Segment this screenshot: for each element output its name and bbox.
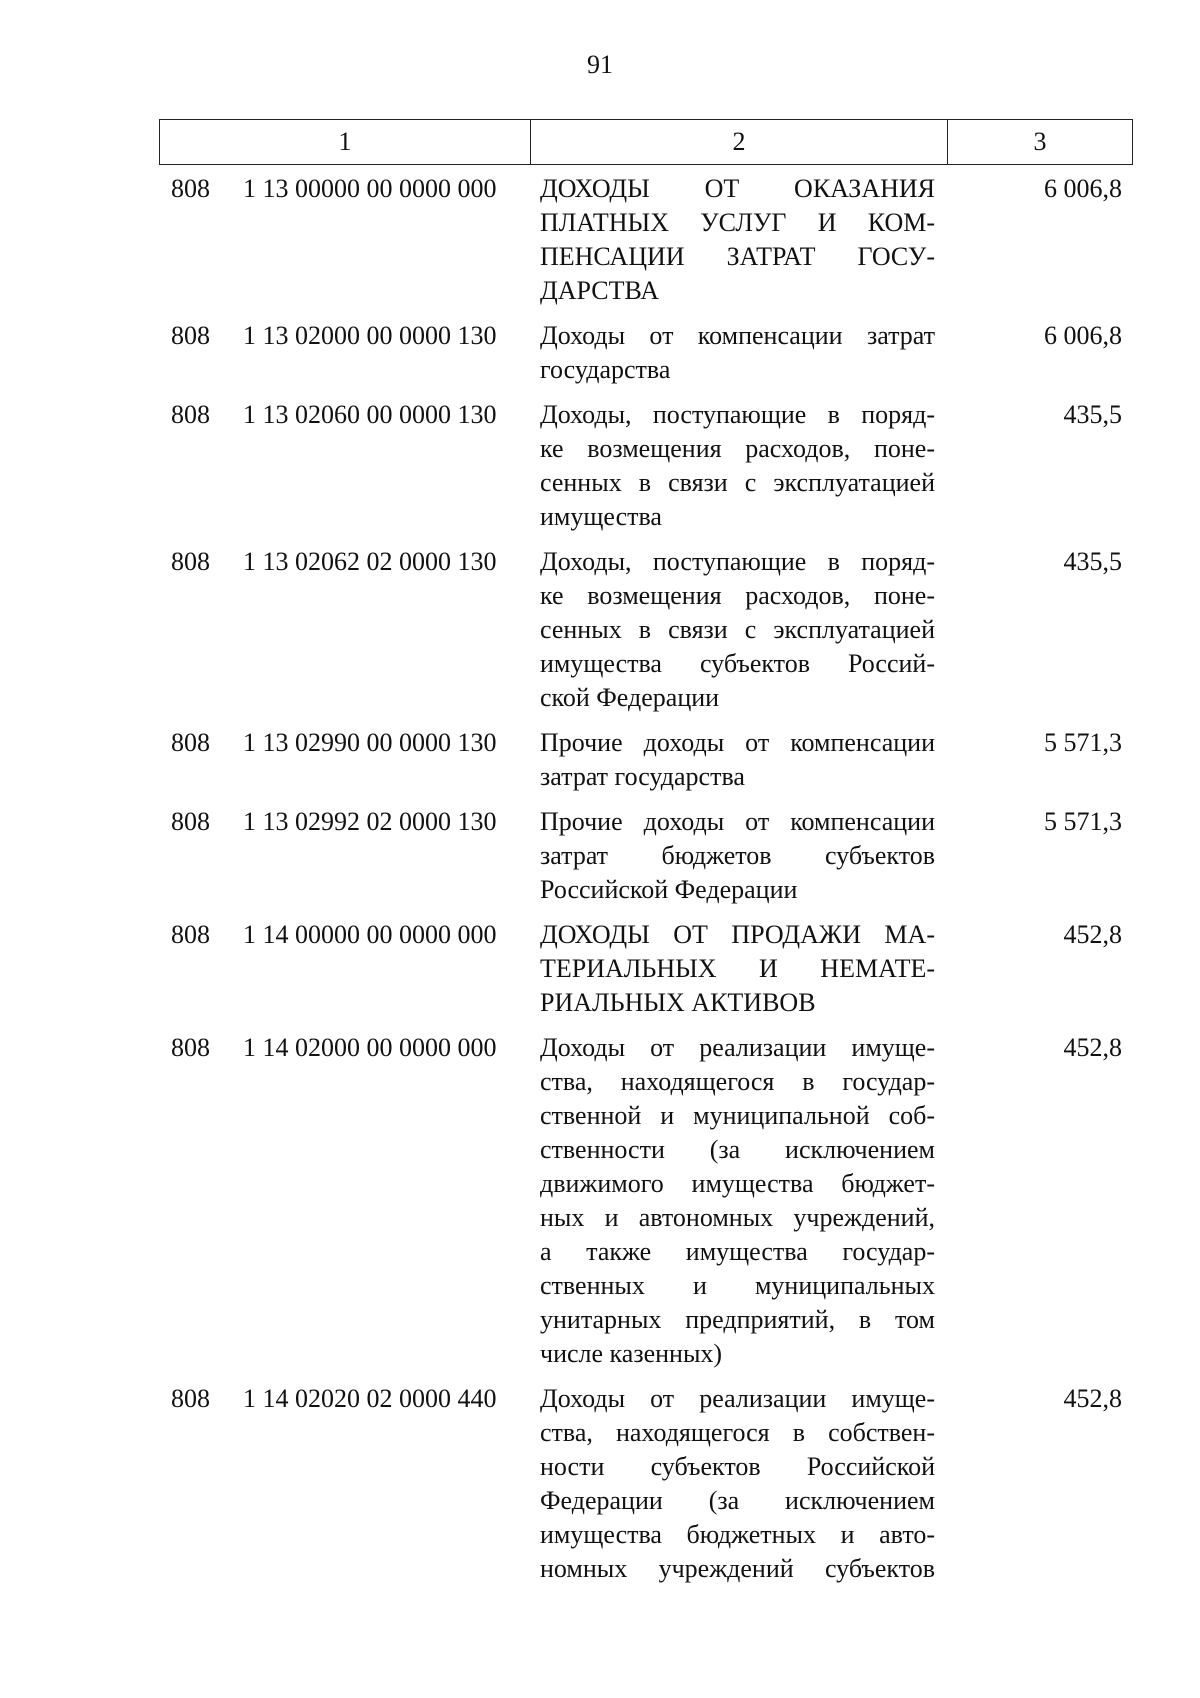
income-name-line: ПЕНСАЦИИ ЗАТРАТ ГОСУ- [540, 242, 935, 271]
budget-classification-code: 1 13 02000 00 0000 130 [243, 321, 497, 350]
admin-code: 808 [171, 920, 210, 949]
income-name-line: а также имущества государ- [540, 1237, 935, 1266]
page-number: 91 [587, 50, 613, 79]
table-header [159, 119, 1133, 165]
income-name-line: ТЕРИАЛЬНЫХ И НЕМАТЕ- [540, 954, 935, 983]
income-name-line: ДАРСТВА [540, 276, 659, 305]
income-name-line: ных и автономных учреждений, [540, 1203, 935, 1232]
income-name [540, 726, 935, 794]
admin-code: 808 [171, 174, 210, 203]
income-name-line: Доходы от компенсации затрат [540, 321, 935, 350]
income-name-line: Доходы от реализации имуще- [540, 1033, 935, 1062]
income-name [540, 319, 935, 387]
header-col-2: 2 [531, 120, 948, 164]
header-col-3: 3 [1033, 127, 1047, 156]
income-name [540, 805, 935, 907]
amount: 452,8 [1063, 920, 1122, 949]
amount: 435,5 [1063, 400, 1122, 429]
income-name-line: ственных и муниципальных [540, 1271, 935, 1300]
budget-classification-code: 1 13 02062 02 0000 130 [243, 547, 497, 576]
amount: 5 571,3 [1044, 807, 1122, 836]
income-name-line: Федерации (за исключением [540, 1486, 935, 1515]
budget-classification-code: 1 13 02992 02 0000 130 [243, 807, 497, 836]
amount: 452,8 [1063, 1384, 1122, 1413]
amount: 6 006,8 [1044, 321, 1122, 350]
budget-classification-code: 1 14 02020 02 0000 440 [243, 1384, 497, 1413]
admin-code: 808 [171, 807, 210, 836]
income-name-line: сенных в связи с эксплуатацией [540, 468, 935, 497]
admin-code: 808 [171, 1033, 210, 1062]
income-name-line: унитарных предприятий, в том [540, 1305, 935, 1334]
income-name-line: имущества бюджетных и авто- [540, 1520, 935, 1549]
income-name-line: затрат бюджетов субъектов [540, 841, 935, 870]
income-name-line: числе казенных) [540, 1339, 723, 1368]
income-name-line: ственной и муниципальной соб- [540, 1101, 935, 1130]
income-name-line: имущества субъектов Россий- [540, 649, 935, 678]
income-name [540, 1031, 935, 1371]
income-name-line: ке возмещения расходов, поне- [540, 434, 935, 463]
budget-classification-code: 1 13 02990 00 0000 130 [243, 728, 497, 757]
income-name-line: имущества [540, 502, 662, 531]
income-name [540, 398, 935, 534]
income-name-line: сенных в связи с эксплуатацией [540, 615, 935, 644]
income-name [540, 172, 935, 308]
income-name-line: Прочие доходы от компенсации [540, 728, 935, 757]
admin-code: 808 [171, 547, 210, 576]
amount: 6 006,8 [1044, 174, 1122, 203]
budget-classification-code: 1 14 02000 00 0000 000 [243, 1033, 497, 1062]
income-name-line: Доходы, поступающие в поряд- [540, 400, 935, 429]
income-name-line: затрат государства [540, 762, 745, 791]
admin-code: 808 [171, 321, 210, 350]
income-name-line: движимого имущества бюджет- [540, 1169, 935, 1198]
budget-classification-code: 1 13 02060 00 0000 130 [243, 400, 497, 429]
income-name [540, 545, 935, 715]
income-name-line: ПЛАТНЫХ УСЛУГ И КОМ- [540, 208, 935, 237]
admin-code: 808 [171, 400, 210, 429]
income-name-line: номных учреждений субъектов [540, 1554, 935, 1583]
income-name-line: ДОХОДЫ ОТ ПРОДАЖИ МА- [540, 920, 935, 949]
income-name-line: Доходы, поступающие в поряд- [540, 547, 935, 576]
amount: 452,8 [1063, 1033, 1122, 1062]
income-name-line: ДОХОДЫ ОТ ОКАЗАНИЯ [540, 174, 935, 203]
income-name-line: ства, находящегося в собствен- [540, 1418, 935, 1447]
income-name-line: ке возмещения расходов, поне- [540, 581, 935, 610]
income-name-line: Прочие доходы от компенсации [540, 807, 935, 836]
header-col-1: 1 [160, 120, 531, 164]
income-name-line: ской Федерации [540, 683, 720, 712]
admin-code: 808 [171, 1384, 210, 1413]
income-name-line: Российской Федерации [540, 875, 798, 904]
income-name [540, 918, 935, 1020]
admin-code: 808 [171, 728, 210, 757]
income-name-line: ственности (за исключением [540, 1135, 935, 1164]
income-name-line: ства, находящегося в государ- [540, 1067, 935, 1096]
income-name-line: Доходы от реализации имуще- [540, 1384, 935, 1413]
budget-classification-code: 1 13 00000 00 0000 000 [243, 174, 497, 203]
income-name-line: ности субъектов Российской [540, 1452, 935, 1481]
budget-classification-code: 1 14 00000 00 0000 000 [243, 920, 497, 949]
income-name-line: РИАЛЬНЫХ АКТИВОВ [540, 988, 816, 1017]
income-name-line: государства [540, 355, 671, 384]
amount: 435,5 [1063, 547, 1122, 576]
income-name [540, 1382, 935, 1586]
amount: 5 571,3 [1044, 728, 1122, 757]
